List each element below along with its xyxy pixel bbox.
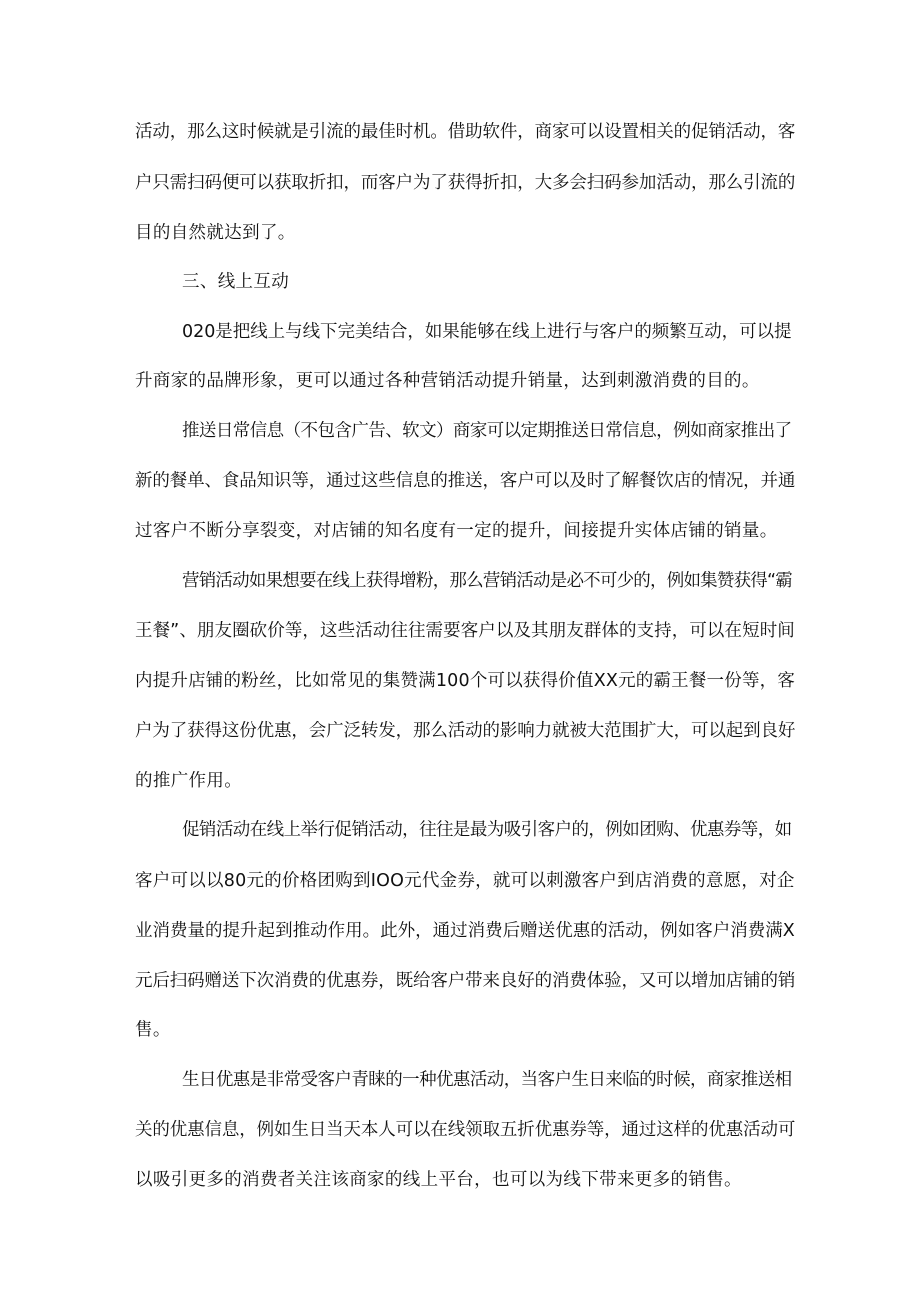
paragraph-line: 业消费量的提升起到推动作用。此外，通过消费后赠送优惠的活动，例如客户消费满X [135, 921, 795, 941]
paragraph-line: 户为了获得这份优惠，会广泛转发，那么活动的影响力就被大范围扩大，可以起到良好 [135, 721, 796, 741]
paragraph-line: 营销活动如果想要在线上获得增粉，那么营销活动是必不可少的，例如集赞获得“霸 [182, 571, 793, 591]
paragraph-line: 目的自然就达到了。 [135, 223, 296, 243]
paragraph-line: 以吸引更多的消费者关注该商家的线上平台，也可以为线下带来更多的销售。 [135, 1170, 742, 1190]
paragraph-line: 售。 [135, 1020, 171, 1040]
paragraph-line: 活动，那么这时候就是引流的最佳时机。借助软件，商家可以设置相关的促销活动，客 [135, 122, 796, 142]
paragraph-line: 过客户不断分享裂变，对店铺的知名度有一定的提升，间接提升实体店铺的销量。 [135, 521, 778, 541]
paragraph-line: 020是把线上与线下完美结合，如果能够在线上进行与客户的频繁互动，可以提 [182, 322, 792, 342]
paragraph-line: 促销活动在线上举行促销活动，往往是最为吸引客户的，例如团购、优惠券等，如 [182, 820, 792, 840]
section-heading: 三、线上互动 [182, 272, 290, 292]
paragraph-line: 关的优惠信息，例如生日当天本人可以在线领取五折优惠券等，通过这样的优惠活动可 [135, 1120, 796, 1140]
paragraph-line: 升商家的品牌形象，更可以通过各种营销活动提升销量，达到刺激消费的目的。 [135, 371, 760, 391]
paragraph-line: 推送日常信息（不包含广告、软文）商家可以定期推送日常信息，例如商家推出了 [182, 421, 792, 441]
paragraph-line: 王餐”、朋友圈砍价等，这些活动往往需要客户以及其朋友群体的支持，可以在短时间 [135, 621, 795, 641]
paragraph-line: 生日优惠是非常受客户青睐的一种优惠活动，当客户生日来临的时候，商家推送相 [182, 1070, 792, 1090]
paragraph-line: 元后扫码赠送下次消费的优惠券，既给客户带来良好的消费体验，又可以增加店铺的销 [135, 971, 796, 991]
paragraph-line: 新的餐单、食品知识等，通过这些信息的推送，客户可以及时了解餐饮店的情况，并通 [135, 471, 796, 491]
paragraph-line: 户只需扫码便可以获取折扣，而客户为了获得折扣，大多会扫码参加活动，那么引流的 [135, 173, 796, 193]
paragraph-line: 的推广作用。 [135, 771, 243, 791]
paragraph-line: 内提升店铺的粉丝，比如常见的集赞满100个可以获得价值XX元的霸王餐一份等，客 [135, 671, 796, 691]
paragraph-line: 客户可以以80元的价格团购到IOO元代金券，就可以刺激客户到店消费的意愿，对企 [135, 871, 795, 891]
